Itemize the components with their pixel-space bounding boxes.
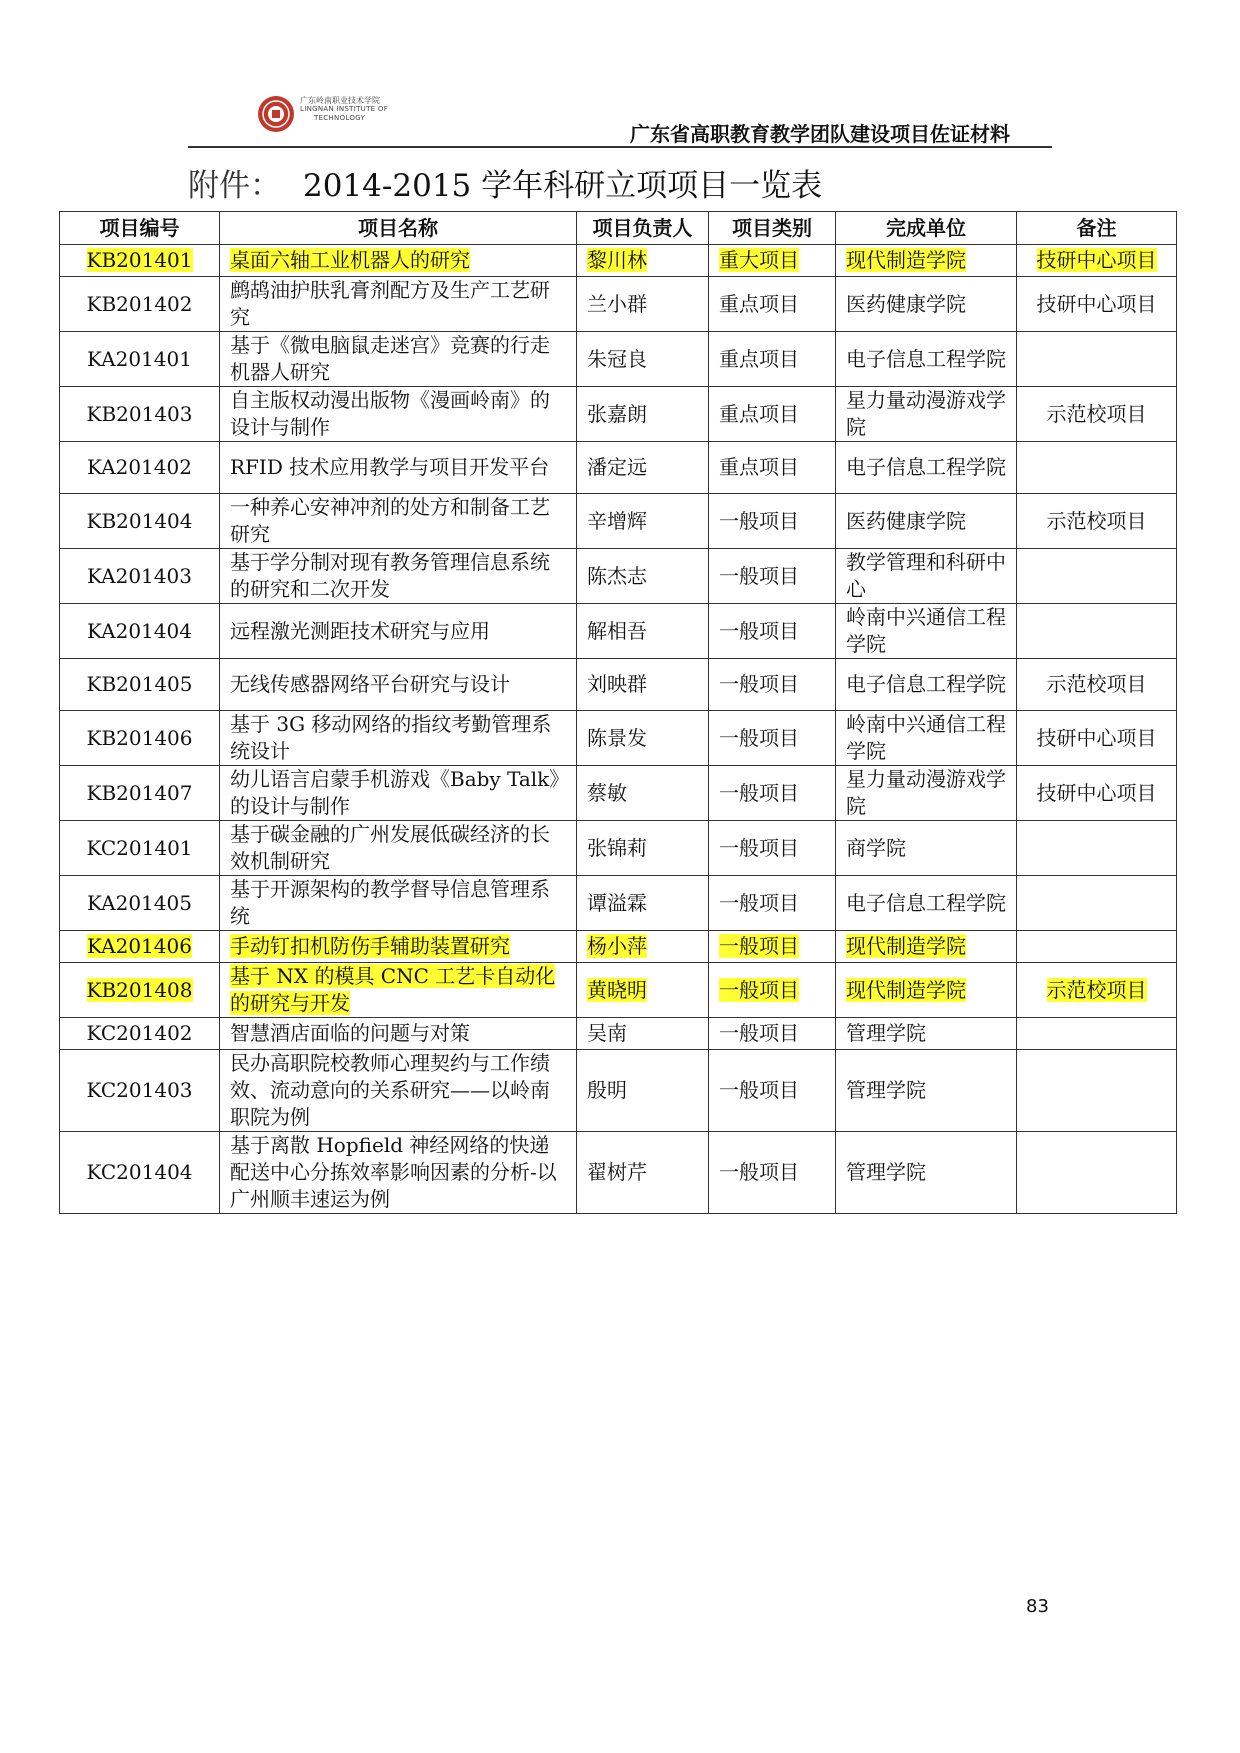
row-code: KC201403 bbox=[86, 1078, 193, 1102]
row-leader: 陈景发 bbox=[587, 725, 647, 750]
row-category-cell bbox=[709, 245, 836, 277]
row-leader: 潘定远 bbox=[587, 455, 647, 479]
row-note-cell bbox=[1017, 442, 1177, 494]
row-code: KB201405 bbox=[86, 672, 193, 696]
row-leader: 刘映群 bbox=[587, 672, 647, 696]
row-code: KB201407 bbox=[86, 780, 193, 805]
row-unit-cell bbox=[836, 766, 1017, 821]
row-note-cell bbox=[1017, 821, 1177, 876]
row-note-cell bbox=[1017, 332, 1177, 387]
row-leader: 朱冠良 bbox=[587, 346, 647, 371]
row-category-cell bbox=[709, 931, 836, 963]
row-code: KB201404 bbox=[86, 508, 193, 533]
row-category-cell bbox=[709, 494, 836, 549]
row-code-cell bbox=[60, 494, 220, 549]
row-note: 示范校项目 bbox=[1046, 401, 1147, 426]
table-row bbox=[60, 876, 1177, 931]
table-row bbox=[60, 1132, 1177, 1214]
row-leader-cell bbox=[577, 1050, 709, 1132]
table-row bbox=[60, 604, 1177, 659]
row-note-cell bbox=[1017, 245, 1177, 277]
row-category-cell bbox=[709, 711, 836, 766]
table-header-row bbox=[60, 212, 1177, 245]
row-note: 示范校项目 bbox=[1046, 508, 1147, 533]
row-leader: 吴南 bbox=[587, 1021, 627, 1045]
row-unit: 星力量动漫游戏学院 bbox=[846, 767, 1006, 818]
row-code: KB201408 bbox=[86, 977, 193, 1002]
table-body bbox=[60, 245, 1177, 1214]
project-table bbox=[59, 211, 1177, 1214]
row-name-cell bbox=[220, 876, 577, 931]
row-category: 一般项目 bbox=[719, 618, 799, 643]
row-note: 技研中心项目 bbox=[1036, 780, 1157, 805]
row-code-cell bbox=[60, 766, 220, 821]
row-category: 一般项目 bbox=[719, 890, 799, 915]
row-category: 一般项目 bbox=[719, 1021, 799, 1045]
logo-en-1: LINGNAN INSTITUTE OF bbox=[300, 105, 389, 113]
logo-en-2: TECHNOLOGY bbox=[314, 114, 366, 122]
row-leader: 黄晓明 bbox=[587, 977, 647, 1002]
row-leader-cell bbox=[577, 711, 709, 766]
row-unit: 医药健康学院 bbox=[846, 508, 966, 533]
row-category-cell bbox=[709, 963, 836, 1018]
row-category-cell bbox=[709, 821, 836, 876]
row-name: 智慧酒店面临的问题与对策 bbox=[230, 1021, 470, 1045]
row-unit: 现代制造学院 bbox=[846, 248, 966, 272]
row-note: 示范校项目 bbox=[1046, 977, 1147, 1002]
row-code-cell bbox=[60, 711, 220, 766]
row-code-cell bbox=[60, 277, 220, 332]
row-leader-cell bbox=[577, 876, 709, 931]
row-code-cell bbox=[60, 1050, 220, 1132]
title-text: 2014-2015 学年科研立项项目一览表 bbox=[303, 168, 823, 204]
row-category: 一般项目 bbox=[719, 934, 799, 958]
row-name-cell bbox=[220, 1018, 577, 1050]
row-name-cell bbox=[220, 332, 577, 387]
row-unit: 教学管理和科研中心 bbox=[846, 550, 1006, 601]
row-unit: 管理学院 bbox=[846, 1078, 926, 1102]
row-code: KA201406 bbox=[87, 934, 192, 958]
row-code: KB201401 bbox=[86, 248, 193, 272]
row-name: 基于碳金融的广州发展低碳经济的长效机制研究 bbox=[230, 822, 550, 873]
row-category: 重大项目 bbox=[719, 248, 799, 272]
row-code-cell bbox=[60, 245, 220, 277]
row-note-cell bbox=[1017, 494, 1177, 549]
row-category: 重点项目 bbox=[719, 346, 799, 371]
row-name: 手动钉扣机防伤手辅助装置研究 bbox=[230, 934, 510, 958]
table-row bbox=[60, 387, 1177, 442]
row-leader: 黎川林 bbox=[587, 248, 647, 272]
row-name-cell bbox=[220, 931, 577, 963]
project-table-wrap bbox=[59, 211, 1177, 1214]
row-unit-cell bbox=[836, 245, 1017, 277]
row-name-cell bbox=[220, 1050, 577, 1132]
row-unit-cell bbox=[836, 1050, 1017, 1132]
row-category: 一般项目 bbox=[719, 1160, 799, 1184]
table-row bbox=[60, 1050, 1177, 1132]
row-category-cell bbox=[709, 387, 836, 442]
table-row bbox=[60, 963, 1177, 1018]
row-unit-cell bbox=[836, 442, 1017, 494]
row-code: KA201403 bbox=[87, 563, 192, 588]
row-unit-cell bbox=[836, 277, 1017, 332]
row-unit: 管理学院 bbox=[846, 1160, 926, 1184]
row-note-cell bbox=[1017, 711, 1177, 766]
row-leader-cell bbox=[577, 549, 709, 604]
table-row bbox=[60, 494, 1177, 549]
row-name-cell bbox=[220, 604, 577, 659]
row-leader: 殷明 bbox=[587, 1078, 627, 1102]
row-category-cell bbox=[709, 876, 836, 931]
row-category: 一般项目 bbox=[719, 780, 799, 805]
row-leader-cell bbox=[577, 1132, 709, 1214]
table-row bbox=[60, 332, 1177, 387]
row-leader: 蔡敏 bbox=[587, 780, 627, 805]
row-leader: 杨小萍 bbox=[587, 934, 647, 958]
row-unit-cell bbox=[836, 332, 1017, 387]
row-name-cell bbox=[220, 711, 577, 766]
row-leader-cell bbox=[577, 963, 709, 1018]
row-unit: 商学院 bbox=[846, 835, 906, 860]
row-category: 一般项目 bbox=[719, 1078, 799, 1102]
row-category: 一般项目 bbox=[719, 672, 799, 696]
row-unit-cell bbox=[836, 876, 1017, 931]
row-name: 无线传感器网络平台研究与设计 bbox=[230, 672, 510, 696]
row-code-cell bbox=[60, 931, 220, 963]
row-category: 重点项目 bbox=[719, 455, 799, 479]
row-note-cell bbox=[1017, 387, 1177, 442]
row-unit-cell bbox=[836, 1018, 1017, 1050]
row-leader-cell bbox=[577, 245, 709, 277]
row-unit-cell bbox=[836, 711, 1017, 766]
row-code: KB201403 bbox=[86, 401, 193, 426]
row-code-cell bbox=[60, 876, 220, 931]
row-name: 幼儿语言启蒙手机游戏《Baby Talk》的设计与制作 bbox=[230, 767, 560, 818]
row-code: KB201406 bbox=[86, 725, 193, 750]
row-name: 基于学分制对现有教务管理信息系统的研究和二次开发 bbox=[230, 550, 550, 601]
row-note-cell bbox=[1017, 277, 1177, 332]
row-note-cell bbox=[1017, 659, 1177, 711]
row-leader-cell bbox=[577, 1018, 709, 1050]
row-note: 示范校项目 bbox=[1046, 672, 1147, 696]
row-name: 桌面六轴工业机器人的研究 bbox=[230, 248, 470, 272]
row-code-cell bbox=[60, 442, 220, 494]
table-row bbox=[60, 766, 1177, 821]
row-unit-cell bbox=[836, 1132, 1017, 1214]
row-leader: 谭溢霖 bbox=[587, 890, 647, 915]
row-name: 基于开源架构的教学督导信息管理系统 bbox=[230, 877, 550, 928]
table-row bbox=[60, 549, 1177, 604]
page-number: 83 bbox=[1026, 1596, 1049, 1617]
row-leader-cell bbox=[577, 931, 709, 963]
row-category-cell bbox=[709, 604, 836, 659]
row-name-cell bbox=[220, 277, 577, 332]
row-code-cell bbox=[60, 604, 220, 659]
row-code-cell bbox=[60, 1018, 220, 1050]
row-category-cell bbox=[709, 659, 836, 711]
row-category: 重点项目 bbox=[719, 291, 799, 316]
row-note-cell bbox=[1017, 604, 1177, 659]
row-unit-cell bbox=[836, 549, 1017, 604]
row-category-cell bbox=[709, 332, 836, 387]
row-note: 技研中心项目 bbox=[1036, 291, 1157, 316]
row-unit: 电子信息工程学院 bbox=[846, 672, 1006, 696]
title-prefix: 附件： bbox=[188, 168, 281, 204]
header-title: 广东省高职教育教学团队建设项目佐证材料 bbox=[630, 122, 1010, 146]
row-category-cell bbox=[709, 1132, 836, 1214]
row-unit: 岭南中兴通信工程学院 bbox=[846, 605, 1006, 656]
row-category: 一般项目 bbox=[719, 977, 799, 1002]
row-leader-cell bbox=[577, 387, 709, 442]
row-category-cell bbox=[709, 549, 836, 604]
table-row bbox=[60, 442, 1177, 494]
header-name: 项目名称 bbox=[220, 212, 577, 245]
row-leader-cell bbox=[577, 494, 709, 549]
row-name: 民办高职院校教师心理契约与工作绩效、流动意向的关系研究——以岭南职院为例 bbox=[230, 1051, 550, 1129]
row-code: KC201404 bbox=[86, 1160, 193, 1184]
row-name-cell bbox=[220, 387, 577, 442]
row-code: KA201402 bbox=[87, 455, 192, 479]
row-name-cell bbox=[220, 659, 577, 711]
row-name-cell bbox=[220, 1132, 577, 1214]
row-name: 一种养心安神冲剂的处方和制备工艺研究 bbox=[230, 495, 550, 546]
row-note-cell bbox=[1017, 931, 1177, 963]
row-unit-cell bbox=[836, 659, 1017, 711]
row-category-cell bbox=[709, 1018, 836, 1050]
row-leader-cell bbox=[577, 604, 709, 659]
row-note: 技研中心项目 bbox=[1036, 248, 1157, 272]
row-unit-cell bbox=[836, 821, 1017, 876]
row-note-cell bbox=[1017, 1018, 1177, 1050]
row-category: 一般项目 bbox=[719, 725, 799, 750]
row-category: 重点项目 bbox=[719, 401, 799, 426]
row-leader-cell bbox=[577, 442, 709, 494]
row-code-cell bbox=[60, 659, 220, 711]
page-header bbox=[188, 84, 1052, 148]
header-unit: 完成单位 bbox=[836, 212, 1017, 245]
row-code: KA201404 bbox=[87, 618, 192, 643]
row-leader: 翟树芹 bbox=[587, 1160, 647, 1184]
row-unit: 现代制造学院 bbox=[846, 934, 966, 958]
table-row bbox=[60, 245, 1177, 277]
row-name: 基于 NX 的模具 CNC 工艺卡自动化的研究与开发 bbox=[230, 964, 556, 1015]
row-code-cell bbox=[60, 821, 220, 876]
logo-cn: 广东岭南职业技术学院 bbox=[300, 96, 380, 105]
row-name: RFID 技术应用教学与项目开发平台 bbox=[230, 455, 550, 479]
row-note-cell bbox=[1017, 1132, 1177, 1214]
row-note-cell bbox=[1017, 766, 1177, 821]
row-unit: 管理学院 bbox=[846, 1021, 926, 1045]
row-category-cell bbox=[709, 277, 836, 332]
row-name-cell bbox=[220, 821, 577, 876]
row-code: KC201401 bbox=[86, 835, 193, 860]
row-name: 基于离散 Hopfield 神经网络的快递配送中心分拣效率影响因素的分析-以广州顺丰速运为例 bbox=[230, 1133, 557, 1211]
college-seal-icon bbox=[256, 94, 296, 134]
row-name-cell bbox=[220, 245, 577, 277]
row-leader-cell bbox=[577, 277, 709, 332]
row-unit: 电子信息工程学院 bbox=[846, 890, 1006, 915]
row-note-cell bbox=[1017, 549, 1177, 604]
row-category-cell bbox=[709, 442, 836, 494]
row-code-cell bbox=[60, 549, 220, 604]
table-row bbox=[60, 277, 1177, 332]
row-unit: 现代制造学院 bbox=[846, 977, 966, 1002]
row-name-cell bbox=[220, 442, 577, 494]
row-code-cell bbox=[60, 1132, 220, 1214]
row-code: KC201402 bbox=[86, 1021, 193, 1045]
row-name: 鹧鸪油护肤乳膏剂配方及生产工艺研究 bbox=[230, 278, 550, 329]
row-unit: 医药健康学院 bbox=[846, 291, 966, 316]
row-name-cell bbox=[220, 494, 577, 549]
row-leader: 兰小群 bbox=[587, 291, 647, 316]
row-unit: 星力量动漫游戏学院 bbox=[846, 388, 1006, 439]
row-unit-cell bbox=[836, 387, 1017, 442]
row-unit-cell bbox=[836, 604, 1017, 659]
row-unit: 岭南中兴通信工程学院 bbox=[846, 712, 1006, 763]
header-category: 项目类别 bbox=[709, 212, 836, 245]
row-leader: 陈杰志 bbox=[587, 563, 647, 588]
row-leader: 张嘉朗 bbox=[587, 401, 647, 426]
row-leader-cell bbox=[577, 659, 709, 711]
header-code: 项目编号 bbox=[60, 212, 220, 245]
row-code: KA201401 bbox=[87, 346, 192, 371]
row-name-cell bbox=[220, 766, 577, 821]
row-note-cell bbox=[1017, 1050, 1177, 1132]
row-name: 自主版权动漫出版物《漫画岭南》的设计与制作 bbox=[230, 388, 550, 439]
row-unit-cell bbox=[836, 963, 1017, 1018]
row-category-cell bbox=[709, 766, 836, 821]
table-row bbox=[60, 821, 1177, 876]
row-leader: 解相吾 bbox=[587, 618, 647, 643]
row-code: KA201405 bbox=[87, 890, 192, 915]
row-note-cell bbox=[1017, 876, 1177, 931]
row-name: 远程激光测距技术研究与应用 bbox=[230, 618, 490, 643]
row-note: 技研中心项目 bbox=[1036, 725, 1157, 750]
row-leader-cell bbox=[577, 332, 709, 387]
row-name: 基于《微电脑鼠走迷宫》竞赛的行走机器人研究 bbox=[230, 333, 550, 384]
document-title bbox=[188, 160, 822, 205]
row-code-cell bbox=[60, 332, 220, 387]
table-row bbox=[60, 931, 1177, 963]
row-name: 基于 3G 移动网络的指纹考勤管理系统设计 bbox=[230, 712, 552, 763]
row-code: KB201402 bbox=[86, 291, 193, 316]
row-unit-cell bbox=[836, 494, 1017, 549]
row-category: 一般项目 bbox=[719, 835, 799, 860]
logo-text bbox=[300, 96, 388, 123]
row-unit-cell bbox=[836, 931, 1017, 963]
header-leader: 项目负责人 bbox=[577, 212, 709, 245]
table-row bbox=[60, 659, 1177, 711]
row-leader: 辛增辉 bbox=[587, 508, 647, 533]
row-name-cell bbox=[220, 963, 577, 1018]
row-name-cell bbox=[220, 549, 577, 604]
row-unit: 电子信息工程学院 bbox=[846, 346, 1006, 371]
table-row bbox=[60, 1018, 1177, 1050]
row-note-cell bbox=[1017, 963, 1177, 1018]
row-code-cell bbox=[60, 963, 220, 1018]
row-leader-cell bbox=[577, 821, 709, 876]
row-unit: 电子信息工程学院 bbox=[846, 455, 1006, 479]
row-code-cell bbox=[60, 387, 220, 442]
header-note: 备注 bbox=[1017, 212, 1177, 245]
row-category: 一般项目 bbox=[719, 508, 799, 533]
row-leader: 张锦莉 bbox=[587, 835, 647, 860]
row-leader-cell bbox=[577, 766, 709, 821]
row-category-cell bbox=[709, 1050, 836, 1132]
table-row bbox=[60, 711, 1177, 766]
row-category: 一般项目 bbox=[719, 563, 799, 588]
